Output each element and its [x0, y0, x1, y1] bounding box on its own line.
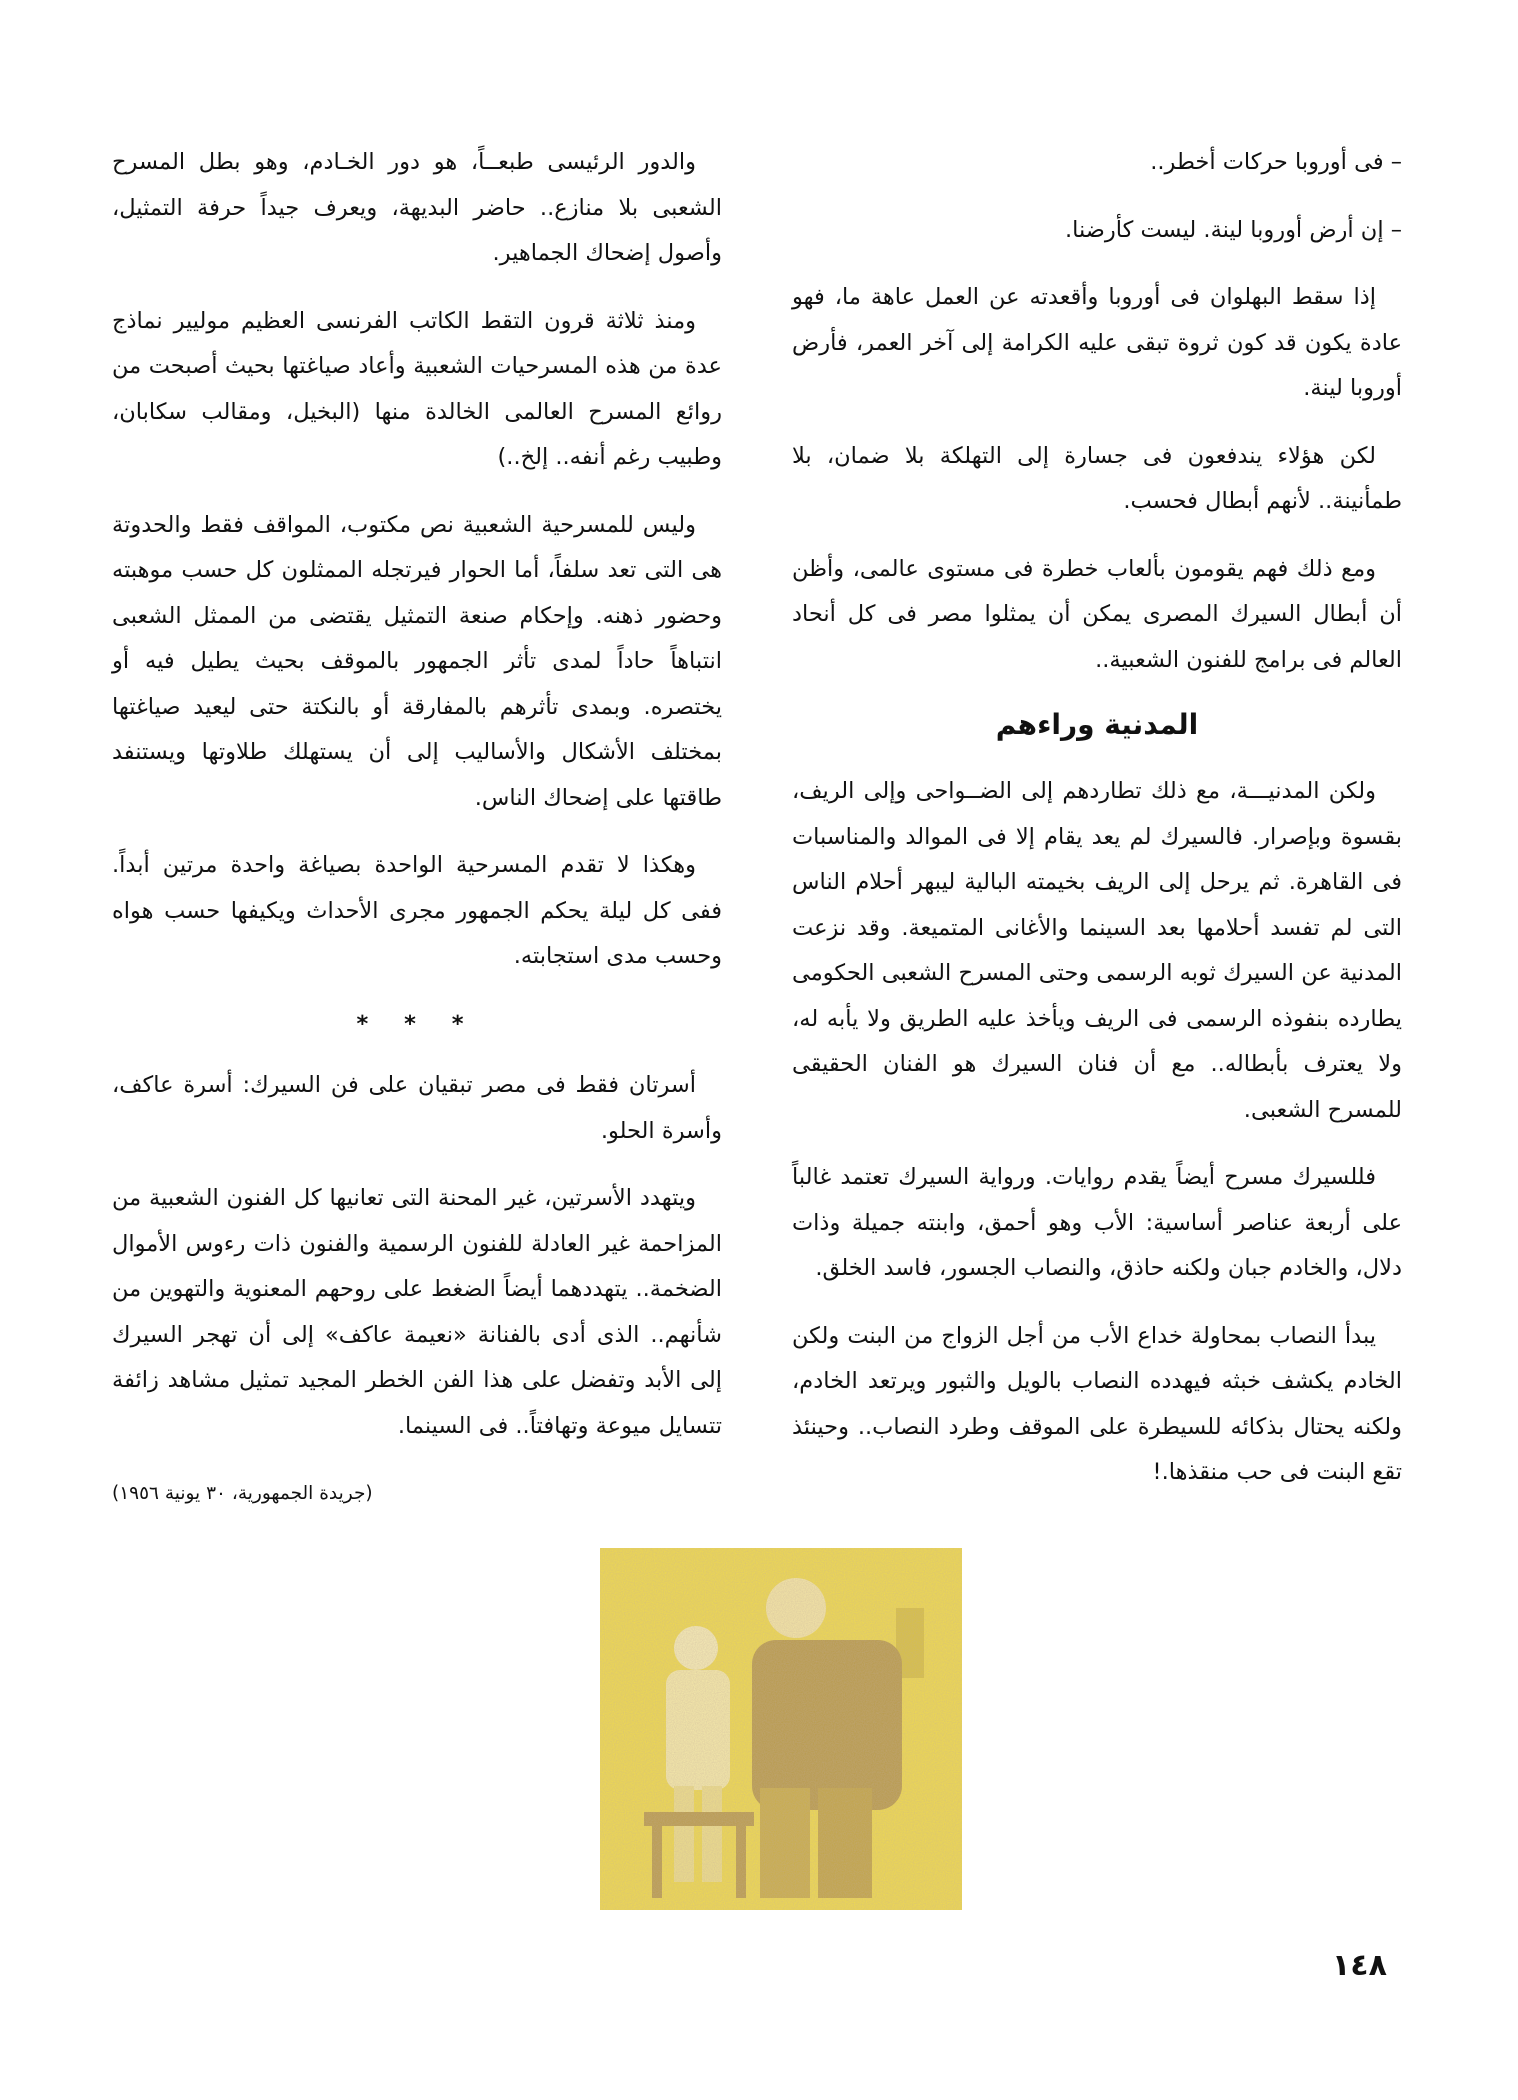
paragraph: أسرتان فقط فى مصر تبقيان على فن السيرك: أسرة عاكف، وأسرة الحلو.	[112, 1072, 722, 1144]
paragraph: لكن هؤلاء يندفعون فى جسارة إلى التهلكة بلا ضمان، بلا طمأنينة.. لأنهم أبطال فحسب.	[792, 442, 1402, 514]
paragraph: فللسيرك مسرح أيضاً يقدم روايات. ورواية السيرك تعتمد غالباً على أربعة عناصر أساسية: الأب وهو أحمق، وابنته جميلة وذات دلال، والخادم جبان ولكنه حاذق، والنصاب الجسور، فاسد الخلق.	[792, 1164, 1402, 1281]
paragraph: وهكذا لا تقدم المسرحية الواحدة بصياغة واحدة مرتين أبداً. ففى كل ليلة يحكم الجمهور مجرى الأحداث ويكيفها حسب هواه وحسب مدى استجابته.	[112, 852, 722, 969]
paragraph: ولكن المدنيـــة، مع ذلك تطاردهم إلى الضــواحى وإلى الريف، بقسوة وبإصرار. فالسيرك لم يعد يقام إلا فى الموالد والمناسبات فى القاهرة. ثم يرحل إلى الريف بخيمته البالية ليبهر أحلام الناس التى لم تفسد أحلامها بعد السينما والأغانى المتميعة. وقد نزعت المدنية عن السيرك ثوبه الرسمى وحتى المسرح الشعبى الحكومى يطارده بنفوذه الرسمى فى الريف ويأخذ عليه الطريق ولا يأبه له، ولا يعترف بأبطاله.. مع أن فنان السيرك هو الفنان الحقيقى للمسرح الشعبى.	[792, 778, 1402, 1123]
paragraph: والدور الرئيسى طبعــاً، هو دور الخـادم، وهو بطل المسرح الشعبى بلا منازع.. حاضر البديهة، ويعرف جيداً حرفة التمثيل، وأصول إضحاك الجماهير.	[112, 149, 722, 266]
paragraph: – فى أوروبا حركات أخطر..	[1150, 149, 1402, 175]
paragraph: إذا سقط البهلوان فى أوروبا وأقعدته عن العمل عاهة ما، فهو عادة يكون قد كون ثروة تبقى عليه الكرامة إلى آخر العمر، فأرض أوروبا لينة.	[792, 284, 1402, 401]
paragraph: ويتهدد الأسرتين، غير المحنة التى تعانيها كل الفنون الشعبية من المزاحمة غير العادلة للفنون الرسمية والفنون ذات رءوس الأموال الضخمة.. يتهددهما أيضاً الضغط على روحهم المعنوية والتهوين من شأنهم.. الذى أدى بالفنانة «نعيمة عاكف» إلى أن تهجر السيرك إلى الأبد وتفضل على هذا الفن الخطر المجيد تمثيل مشاهد زائفة تتسايل ميوعة وتهافتاً.. فى السينما.	[112, 1185, 722, 1439]
paragraph: يبدأ النصاب بمحاولة خداع الأب من أجل الزواج من البنت ولكن الخادم يكشف خبثه فيهدده النصاب بالويل والثبور ويرتعد الخادم، ولكنه يحتال بذكائه للسيطرة على الموقف وطرد النصاب.. وحينئذ تقع البنت فى حب منقذها.!	[792, 1322, 1402, 1485]
photo-grain	[600, 1548, 962, 1910]
source-citation: (جريدة الجمهورية، ٣٠ يونية ١٩٥٦)	[112, 1483, 373, 1504]
right-text-column	[792, 140, 1402, 1518]
section-heading: المدنية وراءهم	[995, 708, 1199, 741]
section-divider: * * *	[356, 1010, 478, 1037]
paragraph: وليس للمسرحية الشعبية نص مكتوب، المواقف فقط والحدوتة هى التى تعد سلفاً، أما الحوار فيرتجله الممثلون كل حسب موهبته وحضور ذهنه. وإحكام صنعة التمثيل يقتضى من الممثل الشعبى انتباهاً حاداً لمدى تأثر الجمهور بالموقف بحيث يطيل فيه أو يختصره. وبمدى تأثرهم بالمفارقة أو بالنكتة حتى ليعيد صياغتها بمختلف الأشكال والأساليب إلى أن يستهلك طلاوتها ويستنفد طاقتها على إضحاك الناس.	[112, 511, 722, 811]
left-text-column	[112, 140, 722, 1517]
circus-family-photo	[600, 1548, 962, 1910]
paragraph: – إن أرض أوروبا لينة. ليست كأرضنا.	[1064, 216, 1402, 243]
page-number: ١٤٨	[1332, 1948, 1387, 1983]
paragraph: ومع ذلك فهم يقومون بألعاب خطرة فى مستوى عالمى، وأظن أن أبطال السيرك المصرى يمكن أن يمثلوا مصر فى كل أنحاد العالم فى برامج للفنون الشعبية..	[792, 555, 1402, 673]
paragraph: ومنذ ثلاثة قرون التقط الكاتب الفرنسى العظيم موليير نماذج عدة من هذه المسرحيات الشعبية وأعاد صياغتها بحيث أصبحت من روائع المسرح العالمى الخالدة منها (البخيل، ومقالب سكابان، وطبيب رغم أنفه.. إلخ..)	[112, 307, 722, 470]
